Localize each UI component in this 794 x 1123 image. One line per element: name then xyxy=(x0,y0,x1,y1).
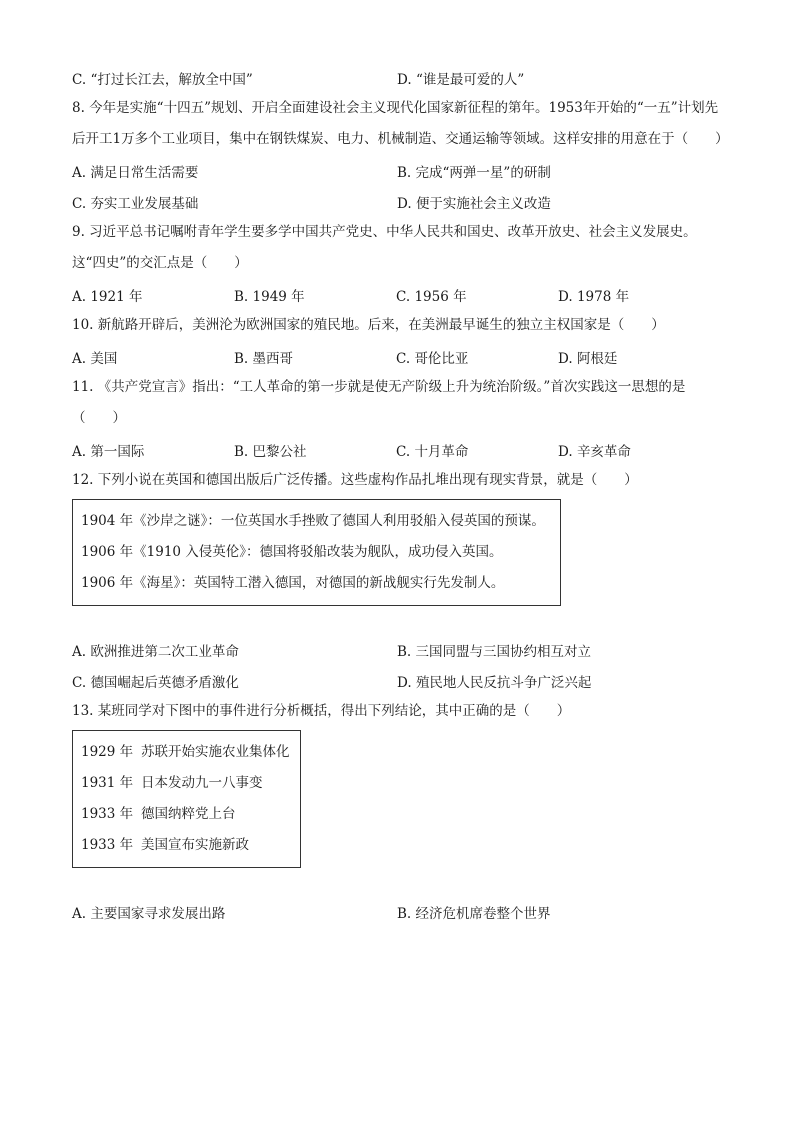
q12-option-d[interactable]: D. 殖民地人民反抗斗争广泛兴起 xyxy=(397,674,592,691)
q12-option-c[interactable]: C. 德国崛起后英德矛盾激化 xyxy=(72,674,239,691)
q11-options xyxy=(72,434,727,465)
q12-option-a[interactable]: A. 欧洲推进第二次工业革命 xyxy=(72,643,239,660)
q8-stem: 8. 今年是实施“十四五”规划、开启全面建设社会主义现代化国家新征程的第年。1953年开始的“一五”计划先后开工1万多个工业项目，集中在钢铁煤炭、电力、机械制造、交通运输等领域。这样安排的用意在于（ ） xyxy=(72,100,729,147)
q11-stem: 11. 《共产党宣言》指出：“工人革命的第一步就是使无产阶级上升为统治阶级。”首次实践这一思想的是（ ） xyxy=(72,379,686,426)
q13-event-1: 1929 年 苏联开始实施农业集体化 xyxy=(81,744,290,760)
q10-stem: 10. 新航路开辟后，美洲沦为欧洲国家的殖民地。后来，在美洲最早诞生的独立主权国家是（ ） xyxy=(72,317,665,333)
q12-options-row2 xyxy=(72,665,727,696)
q13-event-3: 1933 年 德国纳粹党上台 xyxy=(81,806,236,822)
q12-novel-1: 1904 年《沙岸之谜》：一位英国水手挫败了德国人利用驳船入侵英国的预谋。 xyxy=(81,513,545,529)
q10-option-b[interactable]: B. 墨西哥 xyxy=(234,350,294,367)
q12-options-row1 xyxy=(72,634,727,665)
q8-option-d[interactable]: D. 便于实施社会主义改造 xyxy=(397,195,551,212)
q9-option-c[interactable]: C. 1956 年 xyxy=(396,288,467,305)
q13-stem: 13. 某班同学对下图中的事件进行分析概括，得出下列结论，其中正确的是（ ） xyxy=(72,703,571,719)
q8-option-c[interactable]: C. 夯实工业发展基础 xyxy=(72,195,199,212)
q8-options-row2 xyxy=(72,186,727,217)
q13-event-4: 1933 年 美国宣布实施新政 xyxy=(81,837,249,853)
q13-options-row1 xyxy=(72,896,727,927)
q10-option-c[interactable]: C. 哥伦比亚 xyxy=(396,350,469,367)
q12-novel-2: 1906 年《1910 入侵英伦》：德国将驳船改装为舰队，成功侵入英国。 xyxy=(81,544,503,560)
q8-option-a[interactable]: A. 满足日常生活需要 xyxy=(72,164,199,181)
q9-option-d[interactable]: D. 1978 年 xyxy=(558,288,630,305)
q10-option-d[interactable]: D. 阿根廷 xyxy=(558,350,618,367)
q7-option-d[interactable]: D. “谁是最可爱的人” xyxy=(397,71,525,88)
q9-option-b[interactable]: B. 1949 年 xyxy=(234,288,305,305)
q12-novel-3: 1906 年《海星》：英国特工潜入德国，对德国的新战舰实行先发制人。 xyxy=(81,575,505,591)
q10-option-a[interactable]: A. 美国 xyxy=(72,350,118,367)
q11-option-d[interactable]: D. 辛亥革命 xyxy=(558,443,631,460)
exam-page xyxy=(72,62,727,927)
q11-option-a[interactable]: A. 第一国际 xyxy=(72,443,145,460)
q11-option-b[interactable]: B. 巴黎公社 xyxy=(234,443,307,460)
q9-option-a[interactable]: A. 1921 年 xyxy=(72,288,143,305)
q13-event-2: 1931 年 日本发动九一八事变 xyxy=(81,775,263,791)
q9-stem: 9. 习近平总书记嘱咐青年学生要多学中国共产党史、中华人民共和国史、改革开放史、社会主义发展史。这“四史”的交汇点是（ ） xyxy=(72,224,697,271)
q12-option-b[interactable]: B. 三国同盟与三国协约相互对立 xyxy=(397,643,592,660)
q13-option-b[interactable]: B. 经济危机席卷整个世界 xyxy=(397,905,551,922)
q11-option-c[interactable]: C. 十月革命 xyxy=(396,443,469,460)
q9-options xyxy=(72,279,727,310)
q8-option-b[interactable]: B. 完成“两弹一星”的研制 xyxy=(397,164,551,181)
q7-options xyxy=(72,62,727,93)
q12-novel-box xyxy=(72,499,561,606)
q13-event-box xyxy=(72,730,301,868)
q12-stem: 12. 下列小说在英国和德国出版后广泛传播。这些虚构作品扎堆出现有现实背景，就是（ ） xyxy=(72,472,638,488)
q8-options-row1 xyxy=(72,155,727,186)
q10-options xyxy=(72,341,727,372)
q7-option-c[interactable]: C. “打过长江去，解放全中国” xyxy=(72,71,253,88)
q13-option-a[interactable]: A. 主要国家寻求发展出路 xyxy=(72,905,226,922)
